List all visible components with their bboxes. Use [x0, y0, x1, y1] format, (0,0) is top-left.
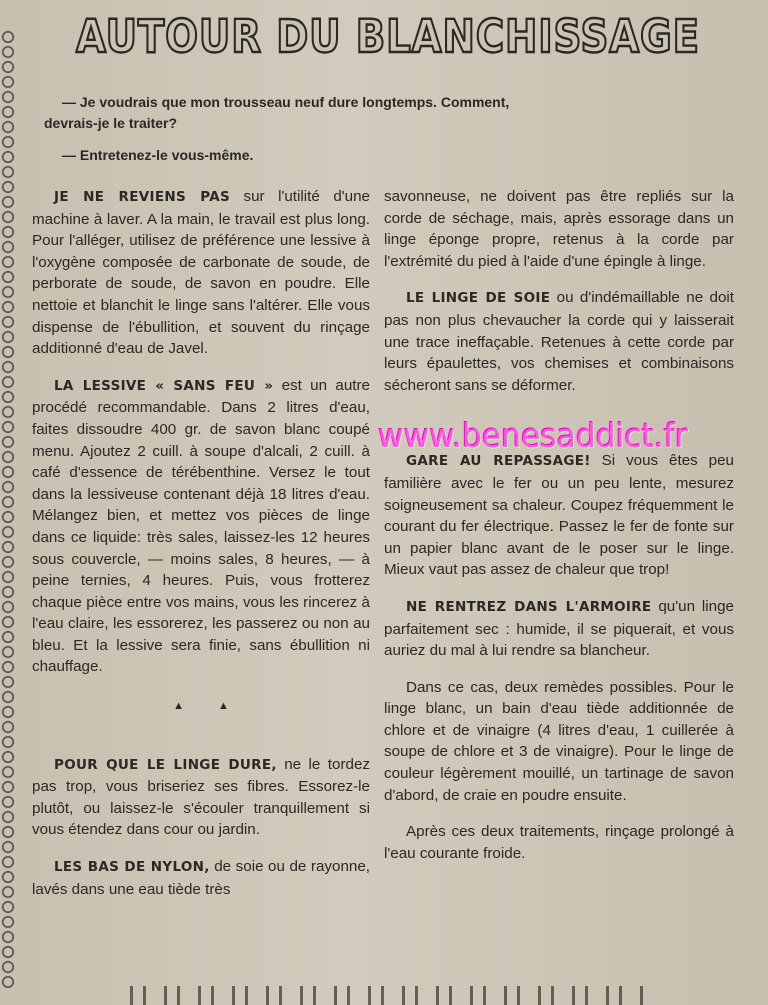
paragraph-remedes: Dans ce cas, deux remèdes possibles. Pour le linge blanc, un bain d'eau tiède additionnée de chlore et de vinaigre (4 litres d'eau, 1 cuillerée à soupe de chlore et 3 de vinaigre). Pour le linge de couleur légèrement mouillé, un tartinage de savon d'abord, de craie en poudre ensuite. [384, 678, 734, 804]
paragraph-linge-soie: LE LINGE DE SOIE ou d'indémaillable ne doit pas non plus chevaucher la corde qui y laisserait une trace ineffaçable. Retenues à cette corde par leurs épaulettes, vos chemises et combinaisons sécheront sans se déformer. [384, 289, 734, 394]
lead-gare-au-repassage: GARE AU REPASSAGE! [406, 453, 591, 470]
lead-linge-de-soie: LE LINGE DE SOIE [406, 290, 551, 307]
lead-lessive-sans-feu: LA LESSIVE « SANS FEU » [54, 377, 274, 394]
paragraph-washing-machine: JE NE REVIENS PAS sur l'utilité d'une machine à laver. A la main, le travail est plus long. Pour l'alléger, utilisez de préférence une lessive à l'oxygène composée de carbonate de soude, de perborate de soude, de savon en poudre. Elle nettoie et blanchit le linge sans l'altérer. Elle vous dispense de l'ébullition, et souvent du rinçage additionné d'eau de Javel. [32, 188, 371, 358]
lead-pour-que-le-linge-dure: POUR QUE LE LINGE DURE, [54, 756, 277, 773]
paragraph-rincage: Après ces deux traitements, rinçage prolongé à l'eau courante froide. [384, 823, 734, 862]
intro-question-line1: — Je voudrais que mon trousseau neuf dure longtemps. Comment, [62, 94, 510, 110]
paragraph-repassage: GARE AU REPASSAGE! Si vous êtes peu familière avec le fer ou un peu lente, mesurez soigneusement sa chaleur. Coupez fréquemment le courant du fer électrique. Passez le fer de fonte sur un papier blanc avant de le poser sur le linge. Mieux vaut pas assez de chaleur que trop! [384, 452, 734, 579]
intro-answer: — Entretenez-le vous-même. [62, 147, 254, 163]
paragraph-bas-nylon: LES BAS DE NYLON, de soie ou de rayonne, lavés dans une eau tiède très [32, 858, 371, 898]
intro-dialogue [44, 92, 644, 166]
intro-question-line2: devrais-je le traiter? [44, 115, 178, 131]
article-column-right [384, 186, 734, 864]
watermark-text: www.benesaddict.fr [378, 416, 688, 455]
paragraph-linge-dure: POUR QUE LE LINGE DURE, ne le tordez pas trop, vous briseriez ses fibres. Essorez-le plutôt, ou laissez-le s'écouler tranquillement si vous étendez dans cour ou jardin. [32, 755, 370, 839]
paragraph-lessive-sans-feu: LA LESSIVE « SANS FEU » est un autre procédé recommandable. Dans 2 litres d'eau, faites dissoudre 400 gr. de savon blanc coupé menu. Ajoutez 2 cuill. à soupe d'alcali, 2 cuill. à café d'essence de térébenthine. Versez le tout dans la lessiveuse contenant déjà 18 litres d'eau. Mélangez bien, et mettez vos pièces de linge dans ce liquide: très sales, laissez-les 12 heures sous couvercle, — moins sales, 8 heures, — à peine ternies, 4 heures. Puis, vous frotterez chaque pièce entre vos mains, vous les rincerez à l'eau claire, les essorerez, les passerez ou non au bleu. Et la lessive sera finie, sans ébullition ni chauffage. [32, 376, 370, 676]
section-divider-ornament: ▲▲ [173, 700, 263, 713]
paragraph-armoire: NE RENTREZ DANS L'ARMOIRE qu'un linge parfaitement sec : humide, il se piquerait, et vous auriez du mal à lui rendre sa blancheur. [384, 597, 734, 660]
lead-ne-rentrez-dans-armoire: NE RENTREZ DANS L'ARMOIRE [406, 598, 652, 615]
article-column-left [32, 186, 370, 900]
decorative-circle-border-left [0, 30, 16, 990]
lead-bas-de-nylon: LES BAS DE NYLON, [54, 859, 210, 876]
lead-je-ne-reviens-pas: JE NE REVIENS PAS [54, 189, 230, 205]
page-title: AUTOUR DU BLANCHISSAGE [76, 10, 700, 63]
decorative-border-bottom [130, 986, 650, 1005]
paragraph-bas-nylon-continued: savonneuse, ne doivent pas être repliés sur la corde de séchage, mais, après essorage dans un linge éponge propre, retenus à la corde par l'extrémité du pied à l'aide d'une épingle à linge. [384, 188, 734, 270]
